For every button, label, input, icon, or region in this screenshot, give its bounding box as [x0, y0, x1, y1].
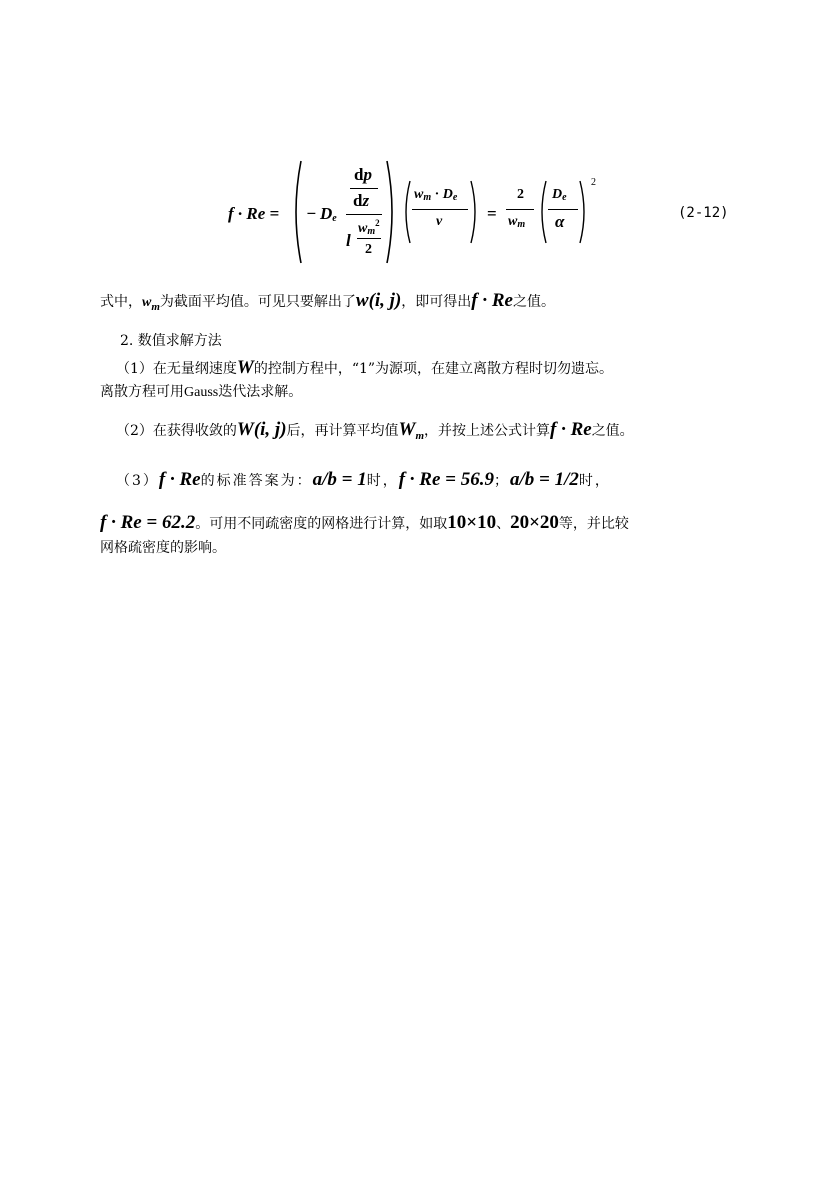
- equation-wm-denominator: wm: [508, 214, 526, 230]
- equation-wm-de: wm · De: [414, 187, 458, 203]
- item-3-line-2: f · Re = 62.2。可用不同疏密度的网格进行计算，如取10×10、20×20等，并比较: [100, 512, 629, 533]
- equation-wm-sq: $wm^2$: [358, 218, 380, 237]
- big-left-paren: [288, 160, 304, 264]
- section-heading-2: 2. 数值求解方法: [120, 333, 222, 349]
- equation-2-12: [220, 158, 740, 268]
- math-f-re: f · Re: [471, 290, 513, 311]
- item-1-line-1: （1）在无量纲速度W的控制方程中，“1”为源项，在建立离散方程时切勿遗忘。: [116, 357, 614, 378]
- equation-lhs: f · Re =: [228, 204, 280, 223]
- fraction-bar-wmde: [412, 209, 468, 210]
- fraction-bar-2wm: [506, 209, 534, 210]
- equation-de: De: [320, 204, 337, 224]
- item-1-line-2: 离散方程可用Gauss迭代法求解。: [100, 384, 303, 400]
- fraction-bar-main: [346, 214, 382, 215]
- equation-minus: −: [306, 204, 317, 223]
- fraction-bar-dealpha: [548, 209, 578, 210]
- math-w-ij: w(i, j): [355, 290, 402, 311]
- equation-two-numerator: 2: [517, 187, 524, 202]
- equation-dp: dp: [354, 165, 372, 184]
- fraction-bar-wm2: [357, 238, 381, 239]
- left-paren-3: [536, 180, 548, 244]
- fraction-bar-dpdz: [350, 188, 378, 189]
- item-2: （2）在获得收敛的W(i, j)后，再计算平均值$W_m$，并按上述公式计算f · Re之值。: [116, 419, 634, 442]
- equation-number: (2-12): [678, 205, 729, 221]
- equation-dz: dz: [353, 191, 370, 210]
- paragraph-where: 式中，$w_m$为截面平均值。可见只要解出了w(i, j)，即可得出f · Re之值。: [100, 290, 555, 313]
- equation-two-denominator: 2: [365, 242, 372, 257]
- right-paren-3: [578, 180, 590, 244]
- equation-v: v: [436, 214, 443, 229]
- item-3-line-1: （3）f · Re的标准答案为：a/b = 1时，f · Re = 56.9；a/b = 1/2时，: [116, 469, 611, 490]
- right-paren-2: [469, 180, 481, 244]
- equation-l: l: [346, 231, 351, 250]
- equation-square: 2: [591, 177, 596, 188]
- equation-de-numerator: De: [552, 187, 567, 203]
- equation-equals: =: [487, 204, 497, 223]
- left-paren-2: [400, 180, 412, 244]
- equation-alpha: α: [555, 212, 565, 231]
- item-3-line-3: 网格疏密度的影响。: [100, 540, 226, 556]
- big-right-paren: [384, 160, 400, 264]
